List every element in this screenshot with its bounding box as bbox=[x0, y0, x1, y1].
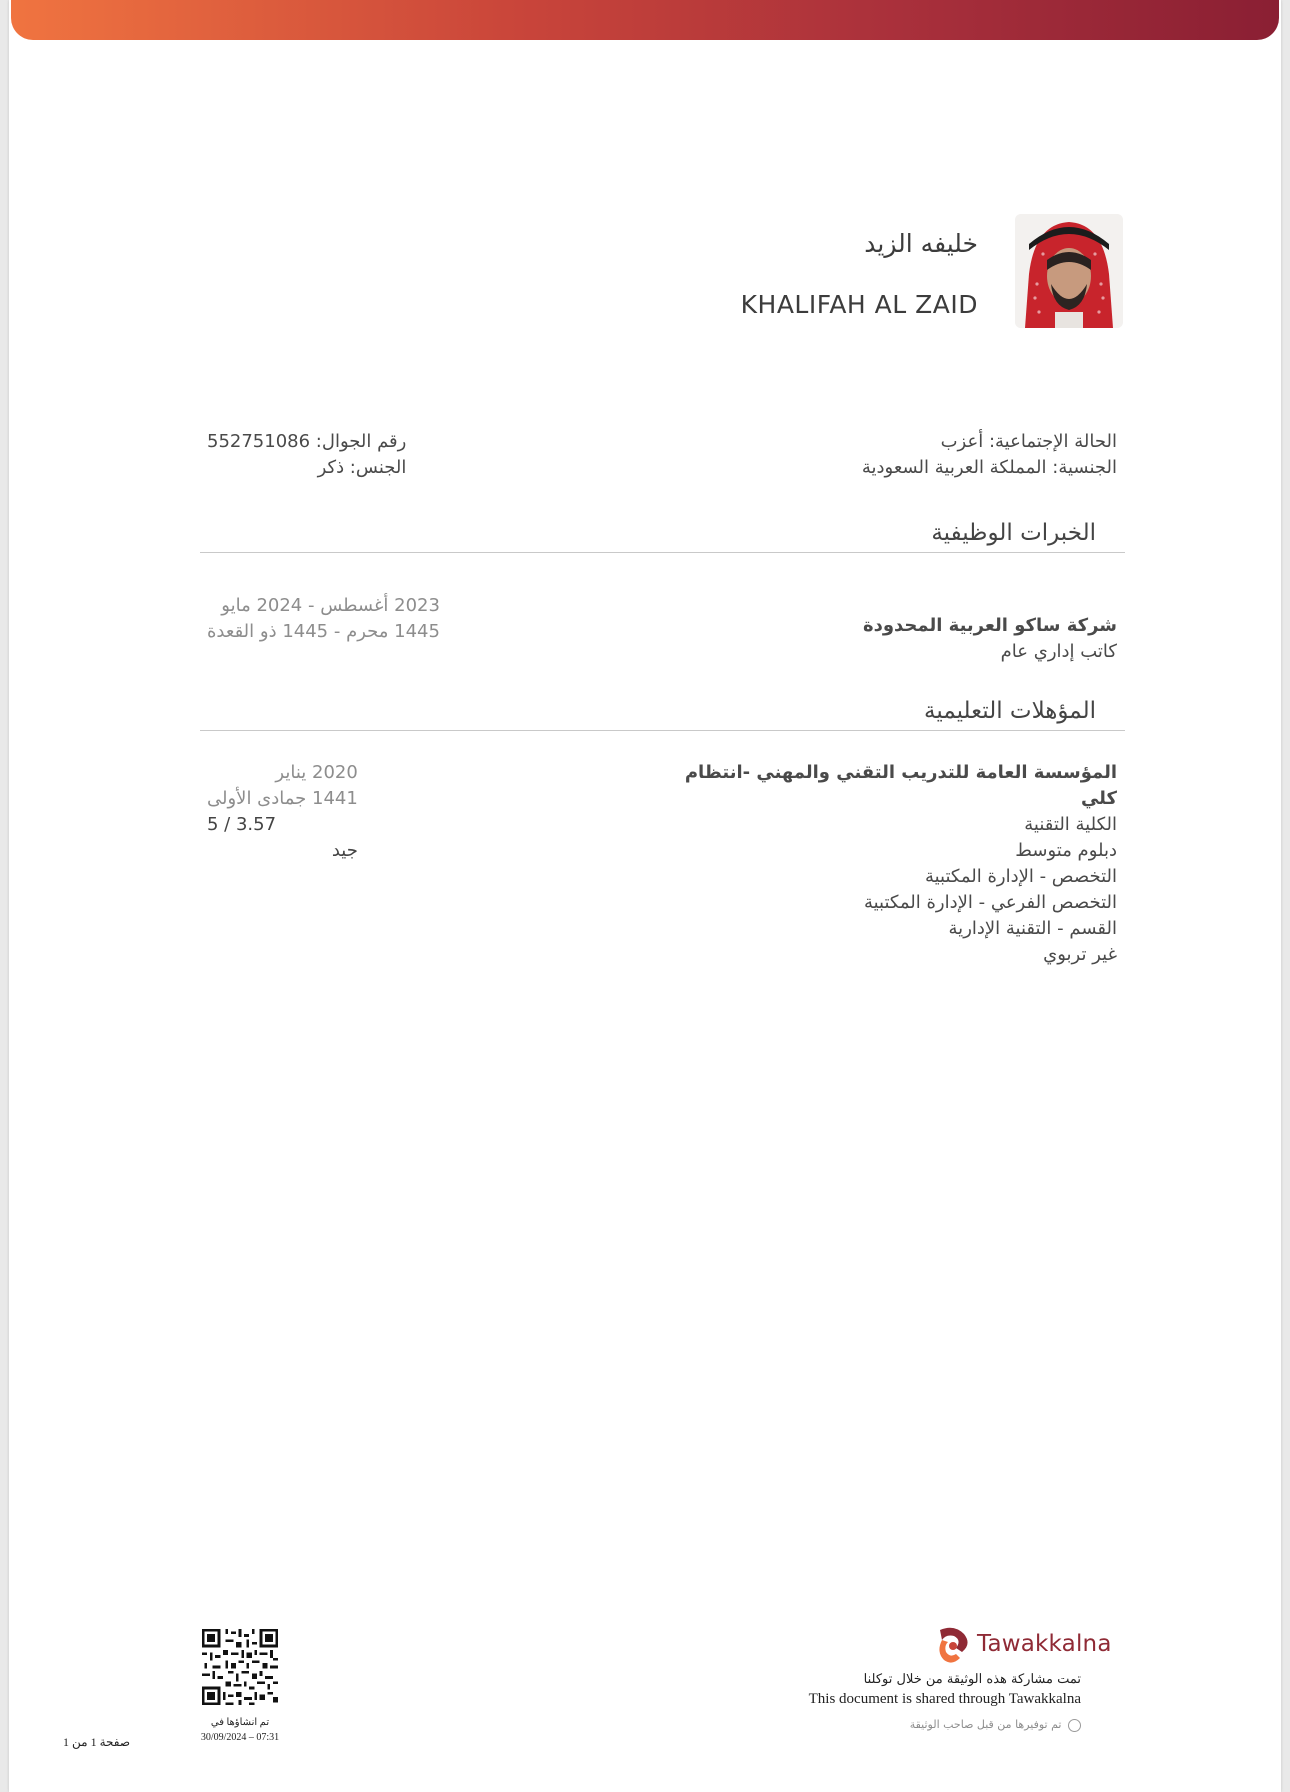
owner-icon bbox=[1068, 1719, 1081, 1732]
education-gpa: 5 / 3.57 bbox=[207, 814, 277, 835]
profile-photo-illustration bbox=[1015, 214, 1123, 328]
personal-info-left bbox=[207, 429, 406, 481]
shared-through-arabic: تمت مشاركة هذه الوثيقة من خلال توكلنا bbox=[863, 1672, 1081, 1687]
qr-caption-date: 30/09/2024 – 07:31 bbox=[200, 1732, 280, 1743]
name-arabic: خليفه الزيد bbox=[864, 229, 978, 258]
marital-status: الحالة الإجتماعية: أعزب bbox=[940, 431, 1117, 452]
education-department: القسم - التقنية الإدارية bbox=[948, 918, 1117, 939]
education-major: التخصص - الإدارة المكتبية bbox=[924, 866, 1117, 887]
education-college: الكلية التقنية bbox=[1024, 814, 1117, 835]
provided-by-owner-text: تم توفيرها من قبل صاحب الوثيقة bbox=[909, 1718, 1062, 1731]
education-dates bbox=[207, 760, 358, 864]
shared-through-english: This document is shared through Tawakkalna bbox=[808, 1691, 1081, 1707]
tawakkalna-brand-name: Tawakkalna bbox=[977, 1631, 1112, 1657]
education-divider bbox=[200, 730, 1125, 731]
gender: الجنس: ذكر bbox=[317, 457, 407, 478]
education-date-hijri: 1441 جمادى الأولى bbox=[207, 788, 358, 809]
experience-period-gregorian: 2023 أغسطس - 2024 مايو bbox=[221, 595, 440, 616]
nationality: الجنسية: المملكة العربية السعودية bbox=[861, 457, 1117, 478]
qr-caption bbox=[187, 1715, 293, 1745]
tawakkalna-logo-icon bbox=[934, 1626, 972, 1666]
education-institution: المؤسسة العامة للتدريب التقني والمهني -انتظام كلي bbox=[684, 762, 1117, 809]
qr-code[interactable] bbox=[202, 1629, 278, 1705]
experience-item bbox=[863, 613, 1117, 665]
name-english: KHALIFAH AL ZAID bbox=[740, 290, 978, 319]
header-gradient-bar bbox=[11, 0, 1279, 40]
personal-info-right bbox=[862, 429, 1117, 481]
education-section-title: المؤهلات التعليمية bbox=[924, 698, 1096, 724]
profile-photo bbox=[1015, 214, 1123, 328]
experience-position: كاتب إداري عام bbox=[1000, 641, 1117, 662]
experience-dates bbox=[207, 593, 440, 645]
experience-divider bbox=[200, 552, 1125, 553]
education-grade: جيد bbox=[331, 840, 358, 861]
education-degree: دبلوم متوسط bbox=[1015, 840, 1117, 861]
experience-company: شركة ساكو العربية المحدودة bbox=[862, 615, 1117, 636]
education-item bbox=[677, 760, 1117, 968]
experience-period-hijri: 1445 محرم - 1445 ذو القعدة bbox=[207, 621, 440, 642]
document-page bbox=[9, 0, 1281, 1792]
education-sub-major: التخصص الفرعي - الإدارة المكتبية bbox=[863, 892, 1117, 913]
provided-by-owner-note bbox=[910, 1718, 1081, 1732]
education-date-gregorian: 2020 يناير bbox=[275, 762, 358, 783]
education-type: غير تربوي bbox=[1043, 944, 1117, 965]
experience-section-title: الخبرات الوظيفية bbox=[931, 520, 1096, 546]
page-number: صفحة 1 من 1 bbox=[63, 1735, 131, 1749]
qr-caption-label: تم انشاؤها في bbox=[210, 1717, 270, 1728]
mobile-number: رقم الجوال: 552751086 bbox=[207, 431, 407, 452]
